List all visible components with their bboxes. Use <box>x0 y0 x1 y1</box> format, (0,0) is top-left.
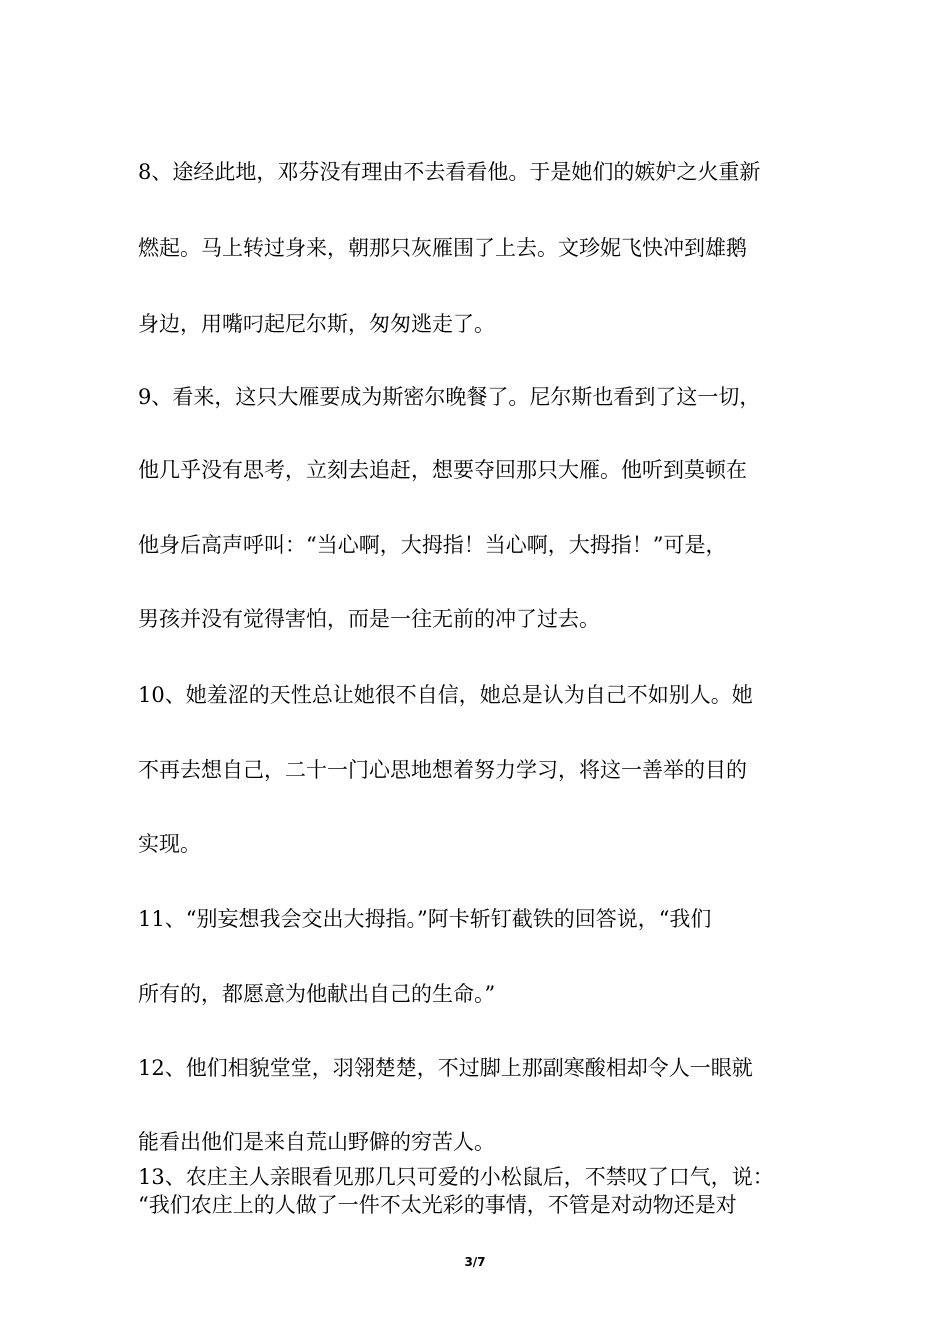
paragraph-10-line-1: 10、她羞涩的天性总让她很不自信，她总是认为自己不如别人。她 <box>138 683 753 707</box>
paragraph-9-line-1: 9、看来，这只大雁要成为斯密尔晚餐了。尼尔斯也看到了这一切， <box>138 385 761 409</box>
paragraph-13-line-1: 13、农庄主人亲眼看见那几只可爱的小松鼠后，不禁叹了口气，说： <box>138 1165 774 1189</box>
paragraph-10-line-3: 实现。 <box>138 832 201 856</box>
paragraph-8-line-1: 8、途经此地，邓芬没有理由不去看看他。于是她们的嫉妒之火重新 <box>138 160 761 184</box>
paragraph-8-line-3: 身边，用嘴叼起尼尔斯，匆匆逃走了。 <box>138 312 495 336</box>
paragraph-10-line-2: 不再去想自己，二十一门心思地想着努力学习，将这一善举的目的 <box>138 758 747 782</box>
paragraph-11-line-2: 所有的，都愿意为他献出自己的生命。” <box>138 982 496 1006</box>
paragraph-9-line-3: 他身后高声呼叫：“当心啊，大拇指！当心啊，大拇指！”可是， <box>138 533 727 557</box>
paragraph-11-line-1: 11、“别妄想我会交出大拇指。”阿卡斩钉截铁的回答说，“我们 <box>138 907 712 931</box>
paragraph-8-line-2: 燃起。马上转过身来，朝那只灰雁围了上去。文珍妮飞快冲到雄鹅 <box>138 236 747 260</box>
paragraph-12-line-1: 12、他们相貌堂堂，羽翎楚楚，不过脚上那副寒酸相却令人一眼就 <box>138 1056 753 1080</box>
paragraph-9-line-4: 男孩并没有觉得害怕，而是一往无前的冲了过去。 <box>138 607 600 631</box>
paragraph-9-line-2: 他几乎没有思考，立刻去追赶，想要夺回那只大雁。他听到莫顿在 <box>138 458 747 482</box>
paragraph-12-line-2: 能看出他们是来自荒山野僻的穷苦人。 <box>138 1130 495 1154</box>
page-number: 3/7 <box>464 1255 486 1269</box>
paragraph-13-line-2: “我们农庄上的人做了一件不太光彩的事情，不管是对动物还是对 <box>138 1193 737 1217</box>
